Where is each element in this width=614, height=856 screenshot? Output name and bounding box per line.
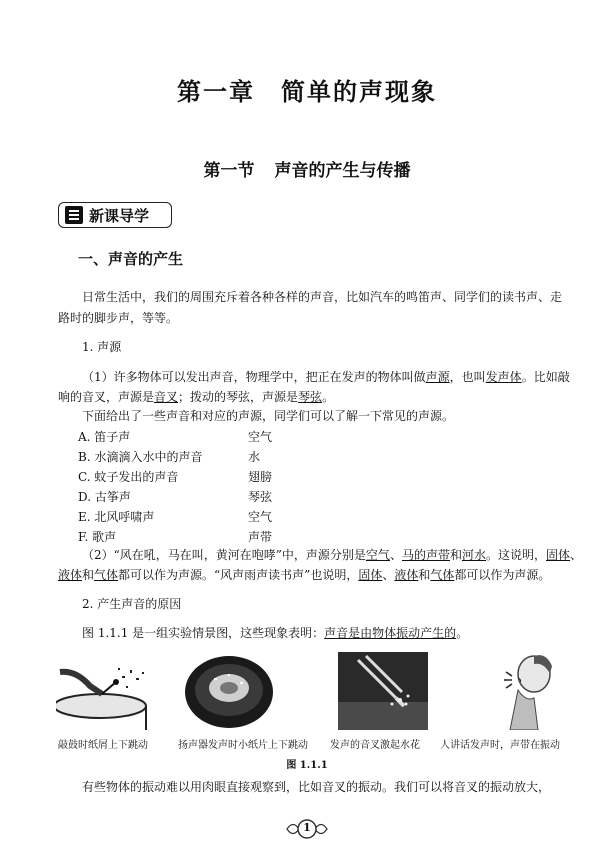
sound-name: E. 北风呼啸声 xyxy=(78,510,155,524)
heading-sound-production: 一、声音的产生 xyxy=(78,250,184,268)
source-row xyxy=(78,468,272,484)
text: 。这说明， xyxy=(486,548,547,562)
badge-text: 新课导学 xyxy=(89,206,150,225)
underlined-term: 空气 xyxy=(365,548,390,562)
tuning-fork-image xyxy=(338,652,428,730)
text: 、 xyxy=(389,548,402,562)
sound-source: 翅膀 xyxy=(248,470,273,484)
source-row xyxy=(78,448,260,464)
section-label: 第一节 xyxy=(203,161,255,181)
caption-vocal-cords: 人讲话发声时，声带在振动 xyxy=(440,740,560,751)
drum-image xyxy=(56,652,152,730)
source-row xyxy=(78,428,272,444)
source-row xyxy=(78,508,272,524)
text: 、 xyxy=(570,548,583,562)
new-lesson-badge xyxy=(58,202,172,228)
sound-name: D. 古筝声 xyxy=(78,490,131,504)
text: 。比如敲 xyxy=(521,370,570,384)
underlined-term: 固体 xyxy=(358,568,383,582)
paragraph-4 xyxy=(82,622,468,644)
text: ；拨动的琴弦，声源是 xyxy=(178,390,299,404)
sound-source: 声带 xyxy=(248,530,273,544)
caption-speaker: 扬声器发声时小纸片上下跳动 xyxy=(178,740,308,751)
sound-source: 琴弦 xyxy=(248,490,273,504)
underlined-term: 声源 xyxy=(425,370,450,384)
figure-label: 图 1.1.1 xyxy=(286,760,328,771)
paragraph-3-line-1 xyxy=(82,544,582,566)
sound-source: 水 xyxy=(248,450,261,464)
page-number xyxy=(285,816,329,842)
text: （1）许多物体可以发出声音，物理学中，把正在发声的物体叫做 xyxy=(82,370,426,384)
text: 、 xyxy=(382,568,395,582)
caption-drum: 敲鼓时纸屑上下跳动 xyxy=(58,740,148,751)
book-icon xyxy=(65,206,83,224)
source-row xyxy=(78,528,272,544)
section-title xyxy=(0,156,614,181)
underlined-term: 液体 xyxy=(58,568,83,582)
text: 和 xyxy=(449,548,462,562)
chapter-label: 第一章 xyxy=(177,78,255,106)
figure-1-1-1 xyxy=(56,652,556,732)
underlined-term: 固体 xyxy=(546,548,571,562)
chapter-title xyxy=(0,72,614,107)
underlined-term: 音叉 xyxy=(154,390,179,404)
sound-name: A. 笛子声 xyxy=(78,430,131,444)
text: 图 1.1.1 是一组实验情景图，这些现象表明： xyxy=(82,626,325,640)
paragraph-3-line-2 xyxy=(58,564,550,586)
underlined-term: 液体 xyxy=(394,568,419,582)
page-number-text: 1 xyxy=(303,821,311,834)
underlined-term: 琴弦 xyxy=(298,390,323,404)
sound-name: B. 水滴滴入水中的声音 xyxy=(78,450,203,464)
text: 。 xyxy=(456,626,469,640)
speaker-image xyxy=(184,652,274,730)
intro-line-2: 路时的脚步声，等等。 xyxy=(58,311,179,325)
underlined-term: 气体 xyxy=(430,568,455,582)
caption-tuning-fork: 发声的音叉激起水花 xyxy=(330,740,420,751)
sound-source: 空气 xyxy=(248,430,273,444)
underlined-term: 河水 xyxy=(461,548,486,562)
sound-name: C. 蚊子发出的声音 xyxy=(78,470,179,484)
paragraph-1-line-1 xyxy=(82,366,570,388)
text: 。 xyxy=(322,390,335,404)
text: （2）“风在吼，马在叫，黄河在咆哮”中，声源分别是 xyxy=(82,548,366,562)
paragraph-2: 下面给出了一些声音和对应的声源，同学们可以了解一下常见的声源。 xyxy=(82,409,455,423)
source-row xyxy=(78,488,272,504)
text: 都可以作为声源。 xyxy=(454,568,551,582)
underlined-term: 发声体 xyxy=(485,370,522,384)
underlined-term: 马的声带 xyxy=(401,548,450,562)
speaking-person-image xyxy=(476,652,566,730)
text: 响的音叉，声源是 xyxy=(58,390,155,404)
paragraph-5: 有些物体的振动难以用肉眼直接观察到，比如音叉的振动。我们可以将音叉的振动放大， xyxy=(82,780,551,794)
section-name: 声音的产生与传播 xyxy=(274,161,411,181)
subheading-sound-source: 1. 声源 xyxy=(82,340,122,354)
sound-source: 空气 xyxy=(248,510,273,524)
subheading-sound-cause: 2. 产生声音的原因 xyxy=(82,597,182,611)
text: ，也叫 xyxy=(449,370,486,384)
chapter-name: 简单的声现象 xyxy=(281,78,437,106)
text: 都可以作为声源。“风声雨声读书声”也说明， xyxy=(118,568,359,582)
underlined-term: 声音是由物体振动产生的 xyxy=(324,626,457,640)
text: 和 xyxy=(418,568,431,582)
intro-line-1: 日常生活中，我们的周围充斥着各种各样的声音，比如汽车的鸣笛声、同学们的读书声、走 xyxy=(82,290,563,304)
text: 和 xyxy=(82,568,95,582)
sound-name: F. 歌声 xyxy=(78,530,117,544)
underlined-term: 气体 xyxy=(94,568,119,582)
